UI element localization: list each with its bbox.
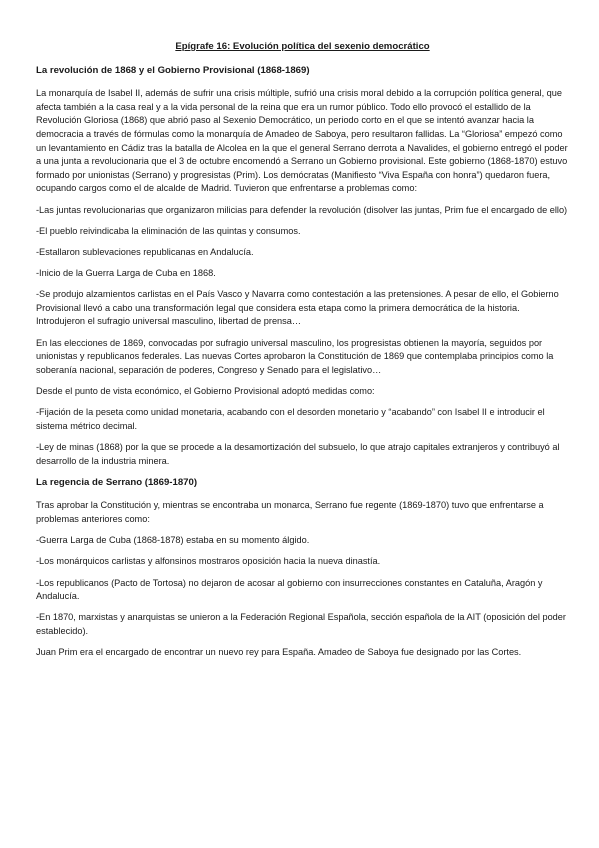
list-item: -El pueblo reivindicaba la eliminación de las quintas y consumos. xyxy=(36,225,301,236)
list-item: -Inicio de la Guerra Larga de Cuba en 1868. xyxy=(36,268,216,279)
list-item: -Estallaron sublevaciones republicanas en Andalucía. xyxy=(36,246,254,257)
list-item: -Las juntas revolucionarias que organizaron milicias para defender la revolución (disolver las juntas, Prim fue el encargado de ello) xyxy=(36,204,568,215)
list-item: -Ley de minas (1868) por la que se procede a la desamortización del subsuelo, lo que atrajo capitales extranjeros y contribuyó al desarrollo de la industria minera. xyxy=(36,442,560,466)
list-item: -Los monárquicos carlistas y alfonsinos mostraros oposición hacia la nueva dinastía. xyxy=(36,556,381,567)
paragraph: La monarquía de Isabel II, además de sufrir una crisis múltiple, sufrió una crisis moral debido a la corrupción política general, que afecta también a la casa real y a la vida personal de la reina que era un rumor público. Todo ello provocó el estallido de la Revolución Gloriosa (1868) que abrió paso al Sexenio Democrático, un periodo corto en el que se intentó avanzar hacia la democracia a través de fórmulas como la monarquía de Amadeo de Saboya, pero resultaron fallidas. La “Gloriosa” empezó como un levantamiento en Cádiz tras la batalla de Alcolea en la que el general Serrano derrota a Navalides, el gobierno entregó el poder a una junta a revolucionaria que el 3 de octubre encomendó a Serrano un Gobierno provisional. Este gobierno (1868-1870) estuvo formado por unionistas (Serrano) y progresistas (Prim). Los demócratas (Manifiesto “Viva España con honra”) quedaron fuera, ocupando cargos como el de alcalde de Madrid. Tuvieron que enfrentarse a problemas como: xyxy=(36,88,568,194)
paragraph: Desde el punto de vista económico, el Gobierno Provisional adoptó medidas como: xyxy=(36,386,375,397)
paragraph: Juan Prim era el encargado de encontrar un nuevo rey para España. Amadeo de Saboya fue designado por las Cortes. xyxy=(36,647,522,658)
list-item: -Los republicanos (Pacto de Tortosa) no dejaron de acosar al gobierno con insurrecciones constantes en Cataluña, Aragón y Andalucía. xyxy=(36,577,543,602)
list-item: -Fijación de la peseta como unidad monetaria, acabando con el desorden monetario y “acabando” con Isabel II e introducir el sistema métrico decimal. xyxy=(36,407,545,431)
section-heading-regency: La regencia de Serrano (1869-1870) xyxy=(36,476,198,488)
paragraph: Tras aprobar la Constitución y, mientras se encontraba un monarca, Serrano fue regente (1869-1870) tuvo que enfrentarse a problemas anteriores como: xyxy=(36,500,544,524)
list-item: -En 1870, marxistas y anarquistas se unieron a la Federación Regional Española, sección española de la AIT (oposición del poder establecido). xyxy=(36,612,566,636)
list-item: -Guerra Larga de Cuba (1868-1878) estaba en su momento álgido. xyxy=(36,535,310,546)
list-item: -Se produjo alzamientos carlistas en el País Vasco y Navarra como contestación a las pretensiones. A pesar de ello, el Gobierno Provisional llevó a cabo una transformación legal que considera esta etapa como la primera democrática de la historia. Introdujeron el sufragio universal masculino, libertad de prensa… xyxy=(36,289,559,327)
paragraph: En las elecciones de 1869, convocadas por sufragio universal masculino, los progresistas obtienen la mayoría, seguidos por unionistas y republicanos federales. Las nuevas Cortes aprobaron la Constitución de 1869 que contemplaba principios como la soberanía nacional, separación de poderes, Congreso y Senado para el legislativo… xyxy=(36,337,554,375)
section-heading-revolution: La revolución de 1868 y el Gobierno Provisional (1868-1869) xyxy=(36,64,310,76)
document-title: Epígrafe 16: Evolución política del sexenio democrático xyxy=(175,41,430,52)
